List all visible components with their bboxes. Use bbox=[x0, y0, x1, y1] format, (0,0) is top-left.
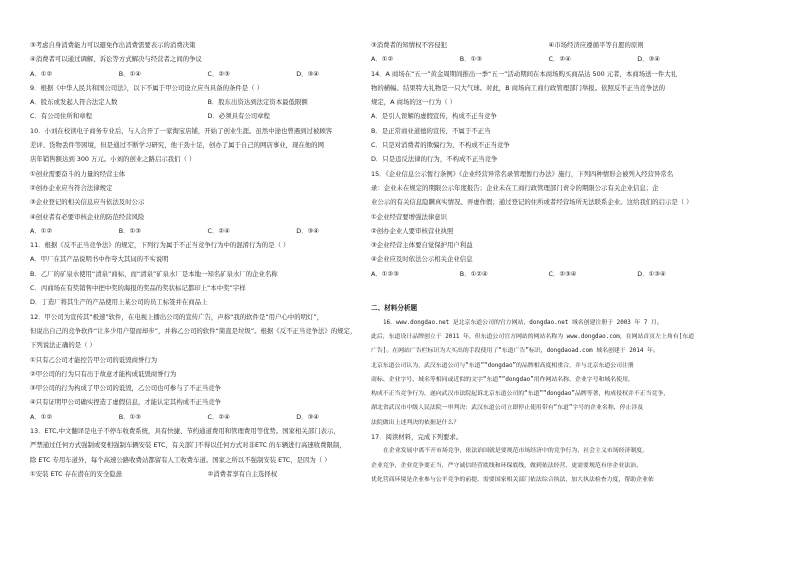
question-text-line: ④消费者可以通过调解、诉讼等方式解决与经营者之间的争议 bbox=[30, 55, 202, 64]
right-column bbox=[371, 38, 726, 487]
answer-option: A．①②③ bbox=[371, 269, 399, 278]
answer-option: D．③④ bbox=[637, 55, 661, 64]
question-text-line: ④只有证明甲公司确实捏造了虚假信息，才能认定其构成不正当竞争 bbox=[30, 398, 222, 407]
answer-option: A．股东或发起人符合法定人数 bbox=[30, 98, 118, 107]
question-text-line: 差评、货物丢件等困境，但是通过不断学习研究，他干劲十足，创办了属于自己的网店事业，现在他的网 bbox=[30, 141, 324, 150]
question-text-line: 15．《企业信息公示暂行条例》《企业经营异常名录管理暂行办法》施行，下列四种情形会被列入经营异常名 bbox=[371, 169, 674, 178]
question-text-line: C．只是对消费者的欺骗行为，不构成不正当竞争 bbox=[371, 141, 510, 150]
material-text-line: 16．www.dongdao.net 是北京东道公司的官方网站，dongdao.net 域名创建注册于 2003 年 7 月。 bbox=[383, 319, 663, 326]
question-text-line: ③企业经营主体要自觉保护用户利益 bbox=[371, 241, 473, 250]
answer-option: B．股东出资达到法定资本最低限额 bbox=[207, 98, 308, 107]
answer-option: A．①② bbox=[30, 69, 53, 78]
material-text-line: 在企业发展中离不开市场竞争，依法治国就是要规范市场经济中的竞争行为，社会主义市场经济制度， bbox=[383, 448, 649, 455]
question-text-line: A．是引人误解的虚假宣传，构成不正当竞争 bbox=[371, 112, 497, 121]
question-text-line: 严禁通过任何方式强制或变相强制车辆安装 ETC，有关部门不得以任何方式对非ETC 的车辆进行高速收费限制， bbox=[30, 441, 346, 450]
material-text-line: 北京东道公司认为，武汉东道公司与“东道”“dongdao”的品牌相高度相重合，并与北京东道公司注册 bbox=[371, 362, 634, 369]
answer-option: B．①②④ bbox=[459, 269, 488, 278]
blank-line bbox=[371, 281, 726, 295]
answer-options bbox=[371, 38, 726, 52]
answer-option: C．②④ bbox=[207, 226, 230, 235]
material-text-line: 优化营商环境是企业参与公平竞争的前提，需要国家相关部门依法综合执法，加大执法检查力度，帮助企业依 bbox=[371, 476, 654, 483]
question-text-line: 10．小刘在校读电子商务专业后，与人合开了一家淘宝店铺，开始了创业生涯。虽然中途也曾遇到过被顾客 bbox=[30, 126, 333, 135]
material-text-line: 广告]。在网站广告栏标识为大买出的手段使用了“东道广告”标识，dongdaoad.com 域名创建于 2014 年。 bbox=[371, 348, 659, 355]
question-text-line: 业公示的有关信息隐瞒真实情况、弄虚作假；通过登记的住所或者经营场所无法联系企业。这给我们的启示是（ ） bbox=[371, 198, 693, 207]
answer-option: C．②③④ bbox=[548, 269, 577, 278]
left-column bbox=[30, 38, 385, 481]
answer-option: D．③④ bbox=[296, 412, 320, 421]
question-text-line: 13．ETC,中文翻译是电子不停车收费系统，具有快捷、节约通道费用和管理费用等优势。国家相关部门表示， bbox=[30, 427, 340, 436]
answer-option: D．③④ bbox=[296, 69, 320, 78]
answer-option: D．①③④ bbox=[637, 269, 666, 278]
question-text-line: ②甲公司的行为只有出于故意才能构成诋毁商誉行为 bbox=[30, 369, 177, 378]
section-heading: 二、材料分析题 bbox=[371, 304, 418, 313]
question-text-line: 规定，A 商场的这一行为（ ） bbox=[371, 98, 457, 107]
answer-option: A．①② bbox=[30, 226, 53, 235]
material-text-line: 构成不正当竞争行为，遂向武汉市法院起诉北京东道公司的“东道”“dongdao”品牌等著，构成侵权并不正当竞争， bbox=[371, 391, 670, 398]
question-text-line: ④企业应及时依法公示相关企业信息 bbox=[371, 255, 473, 264]
material-text-line: 湖北省武汉市中级人民法院一审判决：武汉东道公司立即停止使用带有“东道”字号的企业名称，停止涉及 bbox=[371, 405, 644, 412]
question-text-line: ③甲公司的行为构成了甲公司的诋毁，乙公司也可参与了不正当竞争 bbox=[30, 384, 222, 393]
answer-option: D．③④ bbox=[296, 226, 320, 235]
question-text-line: ②创办企业应当符合法律规定 bbox=[30, 183, 113, 192]
question-text-line: 11．根据《反不正当竞争法》的规定，下列行为属于不正当竞争行为中的混淆行为的是（ ） bbox=[30, 241, 290, 250]
answer-option: C．有公司住所和章程 bbox=[30, 112, 92, 121]
material-text-line: 此后，东道设计品牌创立于 2011 年，但东道公司官方网站的网站名称为 www.dongdao.com，在网站首页左上角有[东道 bbox=[371, 333, 695, 340]
answer-option: B．①③ bbox=[118, 226, 141, 235]
question-text-line: B．是正常商业道德的宣传，不属于不正当 bbox=[371, 126, 491, 135]
question-text-line: D．丁造厂将其生产的产品使用上某公司的员工标签并在商品上 bbox=[30, 298, 208, 307]
question-text-line: 下列说法正确的是（ ） bbox=[30, 341, 96, 350]
answer-option: ④市场经济应遵循平等自愿的原则 bbox=[548, 41, 644, 49]
answer-option: A．①② bbox=[371, 55, 394, 64]
question-text-line: A．甲厂在其产品说明书中作夸大其词的不实说明 bbox=[30, 255, 169, 264]
question-text-line: 录：企业未在规定的期限公示年度报告；企业未在工商行政管理部门责令的期限公示有关企业信息；企 bbox=[371, 183, 659, 192]
question-text-line: 12．甲公司为宣传其“极速”软件，在电视上播出公司的宣传广告，声称“我的软件是“用户心中的明灯”， bbox=[30, 312, 324, 321]
answer-options bbox=[30, 109, 385, 123]
answer-option: ②消费者享有自主选择权 bbox=[207, 469, 278, 478]
answer-options bbox=[30, 467, 385, 481]
answer-options bbox=[371, 267, 726, 281]
material-text-line: 法院做出上述判决的依据是什么？ bbox=[371, 419, 460, 426]
material-text-line: 商标、企业字号、域名等相同或近似的文字“东道”“dongdao”用作网站名称、企业字号和域名使用， bbox=[371, 376, 634, 383]
question-text-line: C．丙商场在有奖销售中把中奖的海报的奖品的奖状标记都印上“本中奖”字样 bbox=[30, 284, 246, 293]
question-text-line: 9．根据《中华人民共和国公司法》，以下不属于甲公司设立应当具备的条件是（ ） bbox=[30, 83, 263, 92]
answer-option: C．②④ bbox=[207, 412, 230, 421]
question-text-line: 除 ETC 专用车道外，每个高速公路收费站都留有人工收费车道。国家之所以不强制安装 ETC，是因为（ ） bbox=[30, 455, 331, 464]
question-text-line: ③考虑自身消费能力可以避免作出消费需要表示的消费决策 bbox=[30, 41, 196, 49]
answer-options bbox=[30, 67, 385, 81]
answer-option: ③消费者的知情权不容侵犯 bbox=[371, 41, 448, 49]
question-text-line: 14．A 商场在“五一”黄金周期间推出一季“五一”活动期间在本商场购买商品达 500 元者，本商场送一件大礼 bbox=[371, 69, 678, 78]
question-text-line: B．乙厂的矿泉水使用“清泉”商标，而“清泉”矿泉水厂是本地一知名矿泉水厂的企业名称 bbox=[30, 269, 278, 278]
question-text-line: ①创业需要奋斗的力量的经营主体 bbox=[30, 169, 126, 178]
question-text-line: 店年销售额达到 300 万元。小刘的创业之路启示我们（ ） bbox=[30, 155, 196, 164]
answer-options bbox=[371, 52, 726, 66]
question-text-line: ①企业经营要增强法律意识 bbox=[371, 212, 448, 221]
answer-option: ①安装 ETC 存在潜在的安全隐患 bbox=[30, 469, 123, 478]
answer-option: B．①④ bbox=[118, 69, 141, 78]
answer-options bbox=[30, 410, 385, 424]
answer-option: C．②④ bbox=[548, 55, 571, 64]
question-text-line: D．只是违反法律的行为，不构成不正当竞争 bbox=[371, 155, 498, 164]
material-text-line: 企业竞争，企业竞争要正当，严守诚信经营底线和环保底线，做到依法经营，更需要规范有序企业法治、 bbox=[371, 462, 642, 469]
answer-option: B．①③ bbox=[118, 412, 141, 421]
answer-option: A．①② bbox=[30, 412, 53, 421]
answer-option: B．①③ bbox=[459, 55, 482, 64]
question-text-line: 但说出自己的竞争软件“让多少用户望而却步”，并称乙公司的软件“简直是垃圾”。根据《反不正当竞争法》的规定， bbox=[30, 326, 357, 335]
question-text-line: 物的横幅。结果特大礼物是一只大气球。对此，B 商场向工商行政管理部门举报。依照反不正当竞争法的 bbox=[371, 83, 665, 92]
answer-option: C．②③ bbox=[207, 69, 230, 78]
question-text-line: ②创办企业人要审核营业执照 bbox=[371, 226, 454, 235]
question-text-line: ①只有乙公司才能控告甲公司的诋毁商誉行为 bbox=[30, 355, 158, 364]
question-text-line: 17．阅读材料，完成下列要求。 bbox=[371, 433, 463, 442]
question-text-line: ④创业者有必要审核企业的防范经营风险 bbox=[30, 212, 145, 221]
answer-options bbox=[30, 95, 385, 109]
answer-options bbox=[30, 224, 385, 238]
question-text-line: ③企业登记的相关信息应当依法及时公示 bbox=[30, 198, 145, 207]
answer-option: D．必须具有公司章程 bbox=[207, 112, 270, 121]
